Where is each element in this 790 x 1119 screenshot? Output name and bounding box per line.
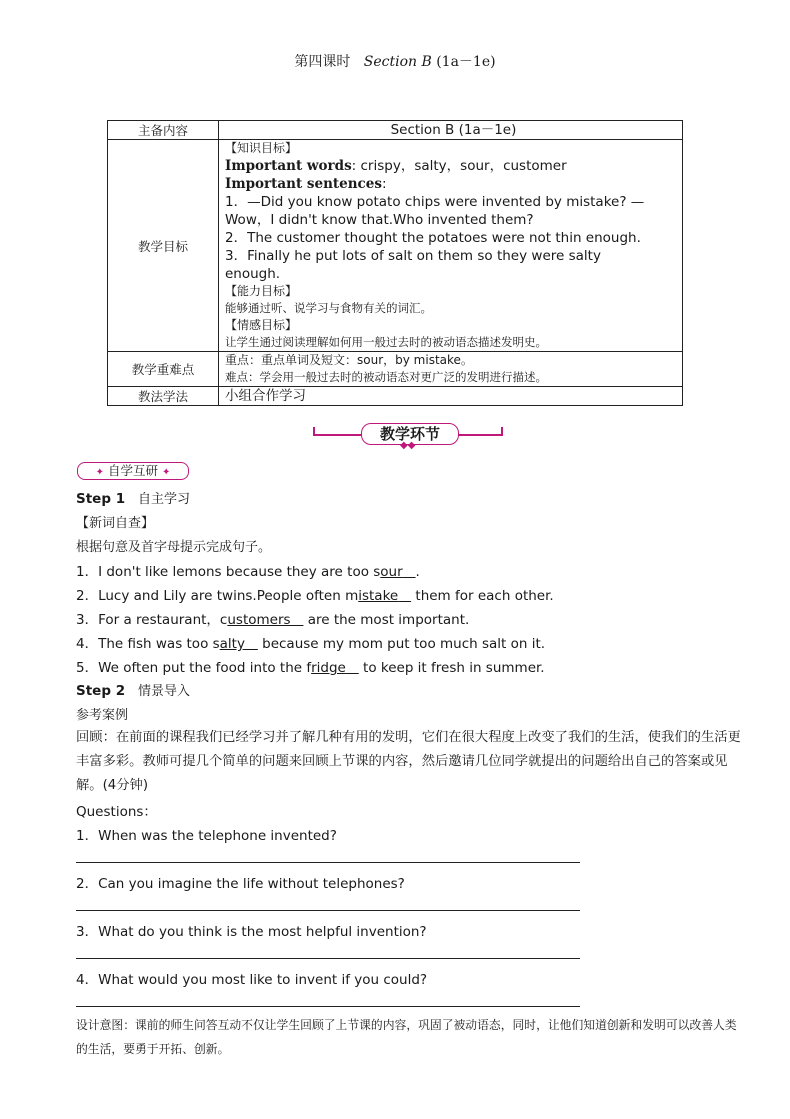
method-label: 教法学法: [108, 387, 219, 406]
banner-tick-right: [501, 427, 503, 436]
title-en: Section B: [363, 54, 432, 70]
item-num: 3．: [76, 612, 99, 628]
title-range: (1a－1e): [436, 54, 496, 70]
lesson-plan-table: [107, 120, 683, 406]
item-after: because my mom put too much salt on it.: [257, 636, 546, 652]
title-cn: 第四课时: [294, 54, 351, 70]
step2-label: Step 2: [76, 683, 126, 699]
item-before: Lucy and Lily are twins.People often m: [98, 588, 359, 604]
star-icon: ✦: [95, 467, 104, 478]
important-sentences: [225, 175, 682, 193]
step1-label: Step 1: [76, 491, 126, 507]
list-item: [76, 584, 554, 604]
goals-content: [219, 140, 683, 352]
tag-label: 自学互研: [107, 463, 158, 478]
step1-subheading: 【新词自查】: [76, 516, 155, 531]
question-item: [76, 920, 427, 940]
sentence-3-num: 3．: [225, 248, 248, 264]
ability-text: 能够通过听、说学习与食物有关的词汇。: [225, 301, 432, 315]
question-num: 4．: [76, 972, 99, 988]
item-num: 1．: [76, 564, 99, 580]
tag-zixue: [77, 462, 189, 480]
step1-instruction: 根据句意及首字母提示完成句子。: [76, 540, 272, 555]
question-item: [76, 968, 427, 988]
method-value: 小组合作学习: [219, 387, 683, 406]
question-num: 1．: [76, 828, 99, 844]
main-content-label: 主备内容: [108, 121, 219, 140]
sentence-2-text: The customer thought the potatoes were not thin enough.: [247, 230, 641, 246]
item-num: 4．: [76, 636, 99, 652]
design-intent: 设计意图：课前的师生问答互动不仅让学生回顾了上节课的内容，巩固了被动语态，同时，让他们知道创新和发明可以改善人类的生活，要勇于开拓、创新。: [76, 1018, 737, 1056]
item-answer: alty: [219, 636, 245, 652]
sentences-label: Important sentences: [225, 176, 382, 192]
words-value: : crispy，salty，sour，customer: [351, 158, 567, 174]
banner-line-right: [455, 434, 503, 436]
item-after: .: [415, 564, 420, 580]
item-before: I don't like lemons because they are too s: [98, 564, 381, 580]
answer-line[interactable]: [76, 910, 580, 911]
question-item: [76, 872, 405, 892]
table-row-method: [108, 387, 683, 406]
sentences-colon: :: [381, 176, 387, 192]
goals-label: 教学目标: [108, 140, 219, 352]
question-item: [76, 824, 337, 844]
item-answer: ustomers: [227, 612, 291, 628]
banner-title: 教学环节: [361, 423, 459, 445]
important-words: [225, 157, 682, 175]
item-answer: ridge: [311, 660, 346, 676]
question-num: 3．: [76, 924, 99, 940]
sentence-3a: [225, 247, 682, 265]
star-icon-right: ✦: [161, 467, 171, 478]
diamond-icon: ◆◆: [400, 440, 416, 451]
ability-heading: 【能力目标】: [225, 284, 298, 298]
item-num: 2．: [76, 588, 99, 604]
sentence-2-num: 2．: [225, 230, 248, 246]
item-num: 5．: [76, 660, 99, 676]
item-answer: istake: [358, 588, 399, 604]
sentence-1a: [225, 193, 682, 211]
question-text: When was the telephone invented?: [98, 828, 337, 844]
emotion-heading: 【情感目标】: [225, 318, 298, 332]
words-label: Important words: [225, 158, 352, 174]
question-text: Can you imagine the life without telephones?: [98, 876, 405, 892]
item-before: For a restaurant，c: [98, 612, 228, 628]
question-num: 2．: [76, 876, 99, 892]
knowledge-heading: 【知识目标】: [225, 141, 298, 155]
list-item: [76, 632, 545, 652]
sentence-1b: Wow，I didn't know that.Who invented them?: [225, 212, 534, 228]
sentence-3b: enough.: [225, 266, 281, 282]
section-banner: [313, 423, 503, 453]
item-before: The fish was too s: [98, 636, 220, 652]
table-row-main-content: [108, 121, 683, 140]
review-paragraph: 回顾：在前面的课程我们已经学习并了解几种有用的发明，它们在很大程度上改变了我们的生活，使我们的生活更丰富多彩。教师可提几个简单的问题来回顾上节课的内容，然后邀请几位同学就提出的问题给出自己的答案或见解。(4分钟): [76, 730, 741, 793]
answer-line[interactable]: [76, 862, 580, 863]
item-before: We often put the food into the f: [98, 660, 312, 676]
item-after: them for each other.: [411, 588, 554, 604]
emotion-text: 让学生通过阅读理解如何用一般过去时的被动语态描述发明史。: [225, 335, 547, 349]
list-item: [76, 656, 545, 676]
list-item: [76, 608, 469, 628]
page-title: [0, 51, 790, 71]
sentence-3a-text: Finally he put lots of salt on them so they were salty: [247, 248, 601, 264]
banner-line-left: [313, 434, 363, 436]
step2-heading: [76, 680, 190, 699]
banner-tick-left: [313, 427, 315, 436]
key-points-content: [219, 352, 683, 387]
key-points-label: 教学重难点: [108, 352, 219, 387]
list-item: [76, 560, 420, 580]
item-after: to keep it fresh in summer.: [358, 660, 545, 676]
sentence-1a-text: —Did you know potato chips were invented by mistake? —: [247, 194, 645, 210]
step1-title: 自主学习: [137, 492, 190, 507]
question-text: What do you think is the most helpful invention?: [98, 924, 427, 940]
step1-heading: [76, 488, 190, 507]
sentence-2: [225, 229, 682, 247]
item-answer: our: [380, 564, 403, 580]
main-content-value: Section B (1a－1e): [219, 121, 683, 140]
answer-line[interactable]: [76, 958, 580, 959]
case-heading: 参考案例: [76, 708, 129, 723]
questions-heading: Questions：: [76, 804, 157, 820]
question-text: What would you most like to invent if you could?: [98, 972, 428, 988]
answer-line[interactable]: [76, 1006, 580, 1007]
item-after: are the most important.: [303, 612, 470, 628]
table-row-key-points: [108, 352, 683, 387]
table-row-goals: [108, 140, 683, 352]
step2-title: 情景导入: [137, 684, 190, 699]
sentence-1-num: 1．: [225, 194, 248, 210]
difficult-text: 难点：学会用一般过去时的被动语态对更广泛的发明进行描述。: [225, 370, 547, 384]
key-text: 重点：重点单词及短文：sour，by mistake。: [225, 353, 473, 367]
